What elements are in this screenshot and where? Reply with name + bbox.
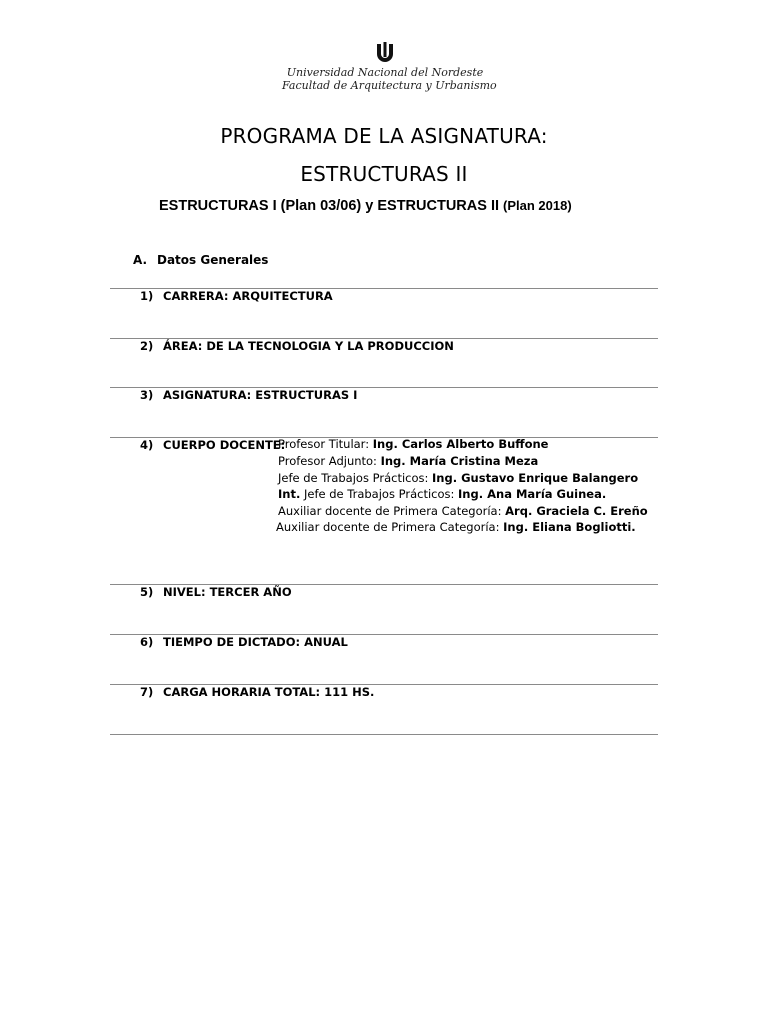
staff-name: Ing. Gustavo Enrique Balangero bbox=[432, 471, 639, 485]
item-nivel bbox=[140, 585, 292, 599]
course-plans-year: (Plan 2018) bbox=[503, 198, 572, 213]
item-text: CARGA HORARIA TOTAL: 111 HS. bbox=[163, 685, 375, 699]
staff-row bbox=[278, 453, 538, 470]
item-text: CARRERA: ARQUITECTURA bbox=[163, 289, 333, 303]
staff-row bbox=[278, 503, 648, 520]
staff-name: Ing. Ana María Guinea. bbox=[458, 487, 607, 501]
staff-name: Ing. Eliana Bogliotti. bbox=[503, 520, 636, 534]
course-plans-main: ESTRUCTURAS I (Plan 03/06) y ESTRUCTURAS II bbox=[159, 198, 504, 214]
unne-emblem-icon bbox=[374, 42, 396, 66]
item-number: 7) bbox=[140, 685, 154, 699]
item-text: ÁREA: DE LA TECNOLOGIA Y LA PRODUCCION bbox=[163, 339, 454, 353]
item-text: TIEMPO DE DICTADO: ANUAL bbox=[163, 635, 348, 649]
item-number: 6) bbox=[140, 635, 154, 649]
course-plans bbox=[159, 198, 572, 214]
staff-name: Ing. María Cristina Meza bbox=[380, 454, 539, 468]
item-carga-horaria bbox=[140, 685, 374, 699]
item-number: 5) bbox=[140, 585, 154, 599]
staff-row bbox=[278, 470, 638, 487]
item-text: NIVEL: TERCER AÑO bbox=[163, 585, 292, 599]
item-cuerpo-docente bbox=[140, 438, 285, 452]
item-asignatura bbox=[140, 388, 357, 402]
staff-role: Jefe de Trabajos Prácticos: bbox=[278, 471, 433, 485]
item-text: ASIGNATURA: ESTRUCTURAS I bbox=[163, 388, 358, 402]
course-title: ESTRUCTURAS II bbox=[300, 162, 468, 186]
staff-role: Auxiliar docente de Primera Categoría: bbox=[276, 520, 504, 534]
staff-role: Auxiliar docente de Primera Categoría: bbox=[278, 504, 506, 518]
staff-prefix: Int. bbox=[278, 487, 301, 501]
staff-role: Profesor Adjunto: bbox=[278, 454, 381, 468]
university-logo bbox=[282, 42, 497, 98]
staff-row bbox=[278, 486, 606, 503]
staff-name: Ing. Carlos Alberto Buffone bbox=[372, 437, 549, 451]
item-number: 4) bbox=[140, 438, 154, 452]
item-tiempo-dictado bbox=[140, 635, 348, 649]
section-heading bbox=[133, 253, 268, 267]
staff-row bbox=[278, 436, 548, 453]
item-number: 2) bbox=[140, 339, 154, 353]
staff-role: Jefe de Trabajos Prácticos: bbox=[300, 487, 459, 501]
section-letter: A. bbox=[133, 253, 148, 267]
item-text: CUERPO DOCENTE: bbox=[163, 438, 286, 452]
page-title: PROGRAMA DE LA ASIGNATURA: bbox=[220, 124, 548, 148]
university-name: Universidad Nacional del Nordeste bbox=[286, 66, 484, 79]
faculty-name: Facultad de Arquitectura y Urbanismo bbox=[282, 79, 497, 92]
item-number: 3) bbox=[140, 388, 154, 402]
item-area bbox=[140, 339, 454, 353]
staff-name: Arq. Graciela C. Ereño bbox=[505, 504, 648, 518]
item-number: 1) bbox=[140, 289, 154, 303]
section-label: Datos Generales bbox=[157, 253, 269, 267]
item-carrera bbox=[140, 289, 333, 303]
divider bbox=[110, 734, 658, 735]
staff-role: Profesor Titular: bbox=[278, 437, 373, 451]
staff-row bbox=[276, 519, 636, 536]
